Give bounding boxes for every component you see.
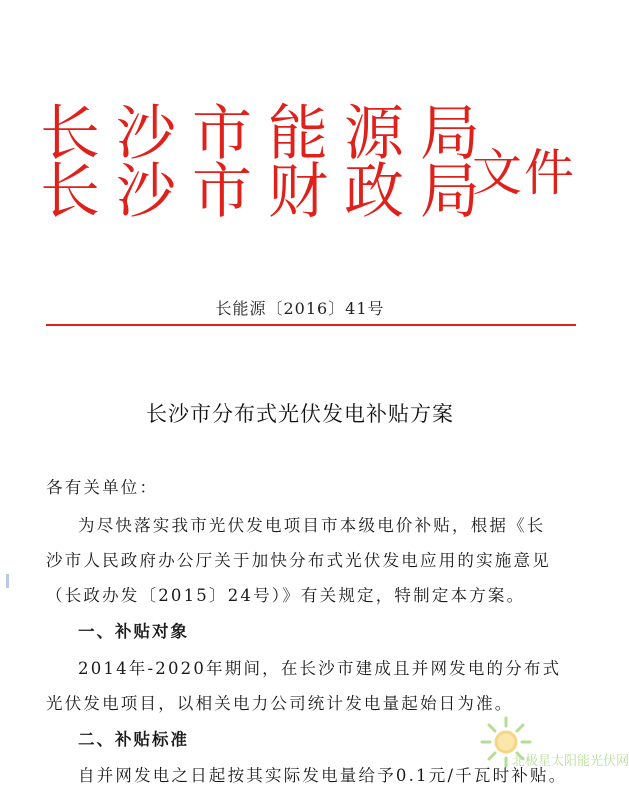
issuing-org-energy-bureau: 长沙市能源局 [40, 99, 496, 169]
document-title: 长沙市分布式光伏发电补贴方案 [146, 402, 454, 426]
paragraph-1-line-3: （长政办发〔2015〕24号）》有关规定，特制定本方案。 [46, 586, 526, 605]
document-number: 长能源〔2016〕41号 [215, 299, 385, 318]
section-heading-2: 二、补贴标准 [78, 730, 189, 749]
paragraph-2-line-1: 2014年-2020年期间，在长沙市建成且并网发电的分布式 [78, 659, 562, 678]
section-heading-1: 一、补贴对象 [78, 622, 189, 641]
header-document-suffix: 文件 [472, 144, 576, 202]
paragraph-3-line-1: 自并网发电之日起按其实际发电量给予0.1元/千瓦时补贴。 [78, 766, 568, 785]
watermark-logo [476, 712, 629, 782]
paragraph-2-line-2: 光伏发电项目，以相关电力公司统计发电量起始日为准。 [46, 694, 514, 713]
paragraph-1-line-1: 为尽快落实我市光伏发电项目市本级电价补贴，根据《长 [78, 516, 546, 535]
paragraph-1-line-2: 沙市人民政府办公厅关于加快分布式光伏发电应用的实施意见 [46, 551, 551, 570]
watermark-text: 北极星太阳能光伏网 [512, 754, 629, 769]
scan-margin-mark [6, 574, 9, 588]
salutation: 各有关单位： [46, 478, 159, 497]
red-divider-line [46, 324, 576, 326]
issuing-org-finance-bureau: 长沙市财政局 [40, 157, 496, 227]
